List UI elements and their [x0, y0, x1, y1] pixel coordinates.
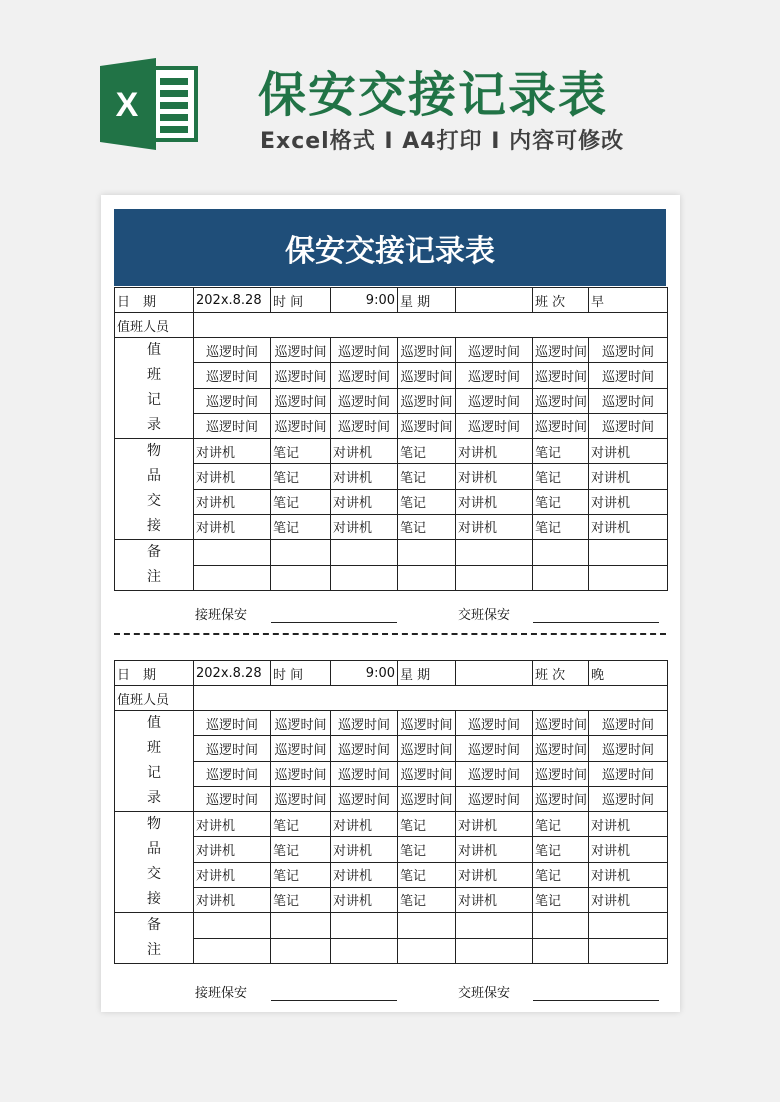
patrol-time-cell[interactable]: 巡逻时间	[456, 413, 533, 438]
patrol-row	[115, 736, 668, 761]
remarks_label-label: 备 注	[115, 540, 194, 591]
shift-value[interactable]: 晚	[589, 661, 668, 686]
staff-value[interactable]	[194, 313, 668, 338]
remark-cell[interactable]	[398, 938, 456, 964]
item-cell[interactable]: 对讲机	[589, 489, 668, 514]
patrol-time-cell[interactable]: 巡逻时间	[194, 338, 271, 363]
item-cell[interactable]: 对讲机	[456, 439, 533, 464]
item-cell[interactable]: 对讲机	[456, 837, 533, 862]
item-cell[interactable]: 笔记	[271, 887, 331, 912]
item-cell[interactable]: 对讲机	[194, 489, 271, 514]
staff-label[interactable]: 值班人员	[115, 686, 194, 711]
item-cell[interactable]: 对讲机	[589, 862, 668, 887]
patrol-time-cell[interactable]: 巡逻时间	[271, 388, 331, 413]
remark-cell[interactable]	[271, 938, 331, 964]
patrol-time-cell[interactable]: 巡逻时间	[589, 736, 668, 761]
patrol-time-cell[interactable]: 巡逻时间	[194, 786, 271, 811]
patrol-row	[115, 388, 668, 413]
patrol-time-cell[interactable]: 巡逻时间	[456, 736, 533, 761]
patrol-time-cell[interactable]: 巡逻时间	[398, 388, 456, 413]
item-cell[interactable]: 笔记	[533, 812, 589, 837]
patrol-time-cell[interactable]: 巡逻时间	[589, 761, 668, 786]
items_label-label: 物 品 交 接	[115, 812, 194, 913]
item-cell[interactable]: 对讲机	[194, 439, 271, 464]
patrol-time-cell[interactable]: 巡逻时间	[271, 363, 331, 388]
item-cell[interactable]: 对讲机	[456, 887, 533, 912]
remarks-row	[115, 565, 668, 591]
patrol-time-cell[interactable]: 巡逻时间	[589, 413, 668, 438]
item-cell[interactable]: 对讲机	[331, 887, 398, 912]
item-cell[interactable]: 对讲机	[331, 812, 398, 837]
weekday-label[interactable]: 星 期	[398, 288, 456, 313]
handover-table	[114, 287, 668, 591]
item-cell[interactable]: 对讲机	[194, 464, 271, 489]
remark-cell[interactable]	[331, 938, 398, 964]
patrol-time-cell[interactable]: 巡逻时间	[194, 711, 271, 736]
patrol-time-cell[interactable]: 巡逻时间	[331, 711, 398, 736]
patrol-time-cell[interactable]: 巡逻时间	[589, 786, 668, 811]
remark-cell[interactable]	[194, 540, 271, 566]
patrol-time-cell[interactable]: 巡逻时间	[398, 761, 456, 786]
items-row	[115, 887, 668, 912]
item-cell[interactable]: 对讲机	[194, 514, 271, 539]
patrol-time-cell[interactable]: 巡逻时间	[456, 711, 533, 736]
remark-cell[interactable]	[331, 540, 398, 566]
item-cell[interactable]: 笔记	[271, 514, 331, 539]
item-cell[interactable]: 对讲机	[589, 812, 668, 837]
item-cell[interactable]: 对讲机	[331, 514, 398, 539]
remark-cell[interactable]	[271, 540, 331, 566]
patrol-time-cell[interactable]: 巡逻时间	[456, 761, 533, 786]
remark-cell[interactable]	[194, 938, 271, 964]
patrol-time-cell[interactable]: 巡逻时间	[194, 363, 271, 388]
cut-line-divider	[114, 633, 666, 635]
remark-cell[interactable]	[589, 540, 668, 566]
remarks_label-label: 备 注	[115, 913, 194, 964]
excel-logo-icon	[100, 58, 198, 150]
item-cell[interactable]: 笔记	[533, 862, 589, 887]
patrol-time-cell[interactable]: 巡逻时间	[398, 736, 456, 761]
item-cell[interactable]: 笔记	[533, 439, 589, 464]
patrol-time-cell[interactable]: 巡逻时间	[271, 786, 331, 811]
item-cell[interactable]: 对讲机	[194, 862, 271, 887]
item-cell[interactable]: 对讲机	[331, 439, 398, 464]
patrol-time-cell[interactable]: 巡逻时间	[533, 388, 589, 413]
time-label[interactable]: 时 间	[271, 661, 331, 686]
handover-guard-signature-field[interactable]	[533, 608, 659, 623]
receive-guard-signature-field[interactable]	[271, 608, 397, 623]
date-label[interactable]: 日 期	[115, 288, 194, 313]
staff-row	[115, 686, 668, 711]
receive-guard-label: 接班保安	[195, 608, 248, 623]
item-cell[interactable]: 笔记	[398, 439, 456, 464]
patrol-row	[115, 413, 668, 438]
item-cell[interactable]: 笔记	[533, 464, 589, 489]
patrol-time-cell[interactable]: 巡逻时间	[533, 736, 589, 761]
date-value[interactable]: 202x.8.28	[194, 661, 271, 686]
remarks-row	[115, 938, 668, 964]
remarks-row	[115, 913, 668, 939]
remark-cell[interactable]	[456, 938, 533, 964]
items-row	[115, 439, 668, 464]
item-cell[interactable]: 对讲机	[589, 464, 668, 489]
item-cell[interactable]: 对讲机	[589, 837, 668, 862]
info-row	[115, 661, 668, 686]
patrol-time-cell[interactable]: 巡逻时间	[589, 338, 668, 363]
items_label-label: 物 品 交 接	[115, 439, 194, 540]
item-cell[interactable]: 对讲机	[589, 439, 668, 464]
item-cell[interactable]: 对讲机	[456, 812, 533, 837]
patrol-time-cell[interactable]: 巡逻时间	[456, 786, 533, 811]
patrol-time-cell[interactable]: 巡逻时间	[271, 711, 331, 736]
patrol-row	[115, 786, 668, 811]
patrol-time-cell[interactable]: 巡逻时间	[589, 388, 668, 413]
item-cell[interactable]: 笔记	[271, 862, 331, 887]
patrol-time-cell[interactable]: 巡逻时间	[271, 338, 331, 363]
item-cell[interactable]: 笔记	[271, 812, 331, 837]
patrol-time-cell[interactable]: 巡逻时间	[398, 363, 456, 388]
patrol-time-cell[interactable]: 巡逻时间	[456, 338, 533, 363]
patrol-time-cell[interactable]: 巡逻时间	[533, 413, 589, 438]
staff-row	[115, 313, 668, 338]
item-cell[interactable]: 笔记	[533, 837, 589, 862]
remark-cell[interactable]	[533, 565, 589, 591]
remark-cell[interactable]	[589, 938, 668, 964]
patrol-time-cell[interactable]: 巡逻时间	[398, 711, 456, 736]
patrol-time-cell[interactable]: 巡逻时间	[456, 363, 533, 388]
weekday-label[interactable]: 星 期	[398, 661, 456, 686]
patrol-row	[115, 761, 668, 786]
shift-label[interactable]: 班 次	[533, 288, 589, 313]
item-cell[interactable]: 笔记	[398, 489, 456, 514]
item-cell[interactable]: 对讲机	[589, 514, 668, 539]
item-cell[interactable]: 笔记	[533, 887, 589, 912]
patrol-time-cell[interactable]: 巡逻时间	[271, 413, 331, 438]
svg-text:X: X	[115, 86, 139, 124]
remark-cell[interactable]	[331, 565, 398, 591]
items-row	[115, 862, 668, 887]
item-cell[interactable]: 对讲机	[331, 489, 398, 514]
patrol-time-cell[interactable]: 巡逻时间	[271, 761, 331, 786]
remark-cell[interactable]	[398, 540, 456, 566]
patrol-time-cell[interactable]: 巡逻时间	[331, 736, 398, 761]
handover-guard-label: 交班保安	[458, 986, 511, 1001]
remark-cell[interactable]	[194, 565, 271, 591]
time-value[interactable]: 9:00	[331, 661, 398, 686]
remark-cell[interactable]	[331, 913, 398, 939]
time-value[interactable]: 9:00	[331, 288, 398, 313]
item-cell[interactable]: 对讲机	[331, 837, 398, 862]
item-cell[interactable]: 笔记	[398, 887, 456, 912]
item-cell[interactable]: 笔记	[271, 489, 331, 514]
patrol-time-cell[interactable]: 巡逻时间	[194, 413, 271, 438]
item-cell[interactable]: 对讲机	[456, 514, 533, 539]
item-cell[interactable]: 对讲机	[331, 862, 398, 887]
remark-cell[interactable]	[271, 913, 331, 939]
item-cell[interactable]: 对讲机	[456, 464, 533, 489]
patrol-row	[115, 338, 668, 363]
weekday-value[interactable]	[456, 288, 533, 313]
remark-cell[interactable]	[533, 938, 589, 964]
shift-value[interactable]: 早	[589, 288, 668, 313]
shift-label[interactable]: 班 次	[533, 661, 589, 686]
patrol-time-cell[interactable]: 巡逻时间	[533, 363, 589, 388]
patrol-time-cell[interactable]: 巡逻时间	[194, 388, 271, 413]
form-banner-title: 保安交接记录表	[114, 209, 666, 286]
info-row	[115, 288, 668, 313]
duty_label-label: 值 班 记 录	[115, 338, 194, 439]
item-cell[interactable]: 对讲机	[194, 837, 271, 862]
patrol-time-cell[interactable]: 巡逻时间	[331, 363, 398, 388]
receive-guard-label: 接班保安	[195, 986, 248, 1001]
patrol-time-cell[interactable]: 巡逻时间	[533, 711, 589, 736]
handover-guard-signature-field[interactable]	[533, 986, 659, 1001]
item-cell[interactable]: 笔记	[533, 489, 589, 514]
patrol-time-cell[interactable]: 巡逻时间	[331, 413, 398, 438]
items-row	[115, 514, 668, 539]
items-row	[115, 812, 668, 837]
handover-table	[114, 660, 668, 964]
items-row	[115, 464, 668, 489]
remark-cell[interactable]	[589, 913, 668, 939]
weekday-value[interactable]	[456, 661, 533, 686]
patrol-time-cell[interactable]: 巡逻时间	[331, 761, 398, 786]
patrol-time-cell[interactable]: 巡逻时间	[589, 711, 668, 736]
remark-cell[interactable]	[589, 565, 668, 591]
time-label[interactable]: 时 间	[271, 288, 331, 313]
patrol-time-cell[interactable]: 巡逻时间	[533, 786, 589, 811]
patrol-time-cell[interactable]: 巡逻时间	[533, 338, 589, 363]
patrol-row	[115, 363, 668, 388]
patrol-time-cell[interactable]: 巡逻时间	[271, 736, 331, 761]
staff-value[interactable]	[194, 686, 668, 711]
item-cell[interactable]: 笔记	[271, 439, 331, 464]
patrol-time-cell[interactable]: 巡逻时间	[456, 388, 533, 413]
item-cell[interactable]: 笔记	[271, 464, 331, 489]
item-cell[interactable]: 笔记	[398, 464, 456, 489]
staff-label[interactable]: 值班人员	[115, 313, 194, 338]
remark-cell[interactable]	[398, 565, 456, 591]
patrol-time-cell[interactable]: 巡逻时间	[589, 363, 668, 388]
item-cell[interactable]: 对讲机	[331, 464, 398, 489]
patrol-time-cell[interactable]: 巡逻时间	[194, 736, 271, 761]
remark-cell[interactable]	[398, 913, 456, 939]
remark-cell[interactable]	[456, 565, 533, 591]
item-cell[interactable]: 笔记	[398, 812, 456, 837]
item-cell[interactable]: 笔记	[271, 837, 331, 862]
patrol-time-cell[interactable]: 巡逻时间	[194, 761, 271, 786]
patrol-time-cell[interactable]: 巡逻时间	[398, 786, 456, 811]
duty_label-label: 值 班 记 录	[115, 711, 194, 812]
item-cell[interactable]: 笔记	[398, 862, 456, 887]
patrol-time-cell[interactable]: 巡逻时间	[331, 388, 398, 413]
remark-cell[interactable]	[533, 540, 589, 566]
item-cell[interactable]: 笔记	[398, 837, 456, 862]
item-cell[interactable]: 对讲机	[456, 489, 533, 514]
remark-cell[interactable]	[456, 913, 533, 939]
remarks-row	[115, 540, 668, 566]
page-subtitle: Excel格式 I A4打印 I 内容可修改	[260, 129, 625, 154]
handover-guard-label: 交班保安	[458, 608, 511, 623]
items-row	[115, 489, 668, 514]
receive-guard-signature-field[interactable]	[271, 986, 397, 1001]
item-cell[interactable]: 笔记	[398, 514, 456, 539]
item-cell[interactable]: 对讲机	[194, 812, 271, 837]
page-title: 保安交接记录表	[258, 67, 609, 123]
patrol-row	[115, 711, 668, 736]
remark-cell[interactable]	[271, 565, 331, 591]
date-label[interactable]: 日 期	[115, 661, 194, 686]
remark-cell[interactable]	[533, 913, 589, 939]
items-row	[115, 837, 668, 862]
patrol-time-cell[interactable]: 巡逻时间	[398, 413, 456, 438]
patrol-time-cell[interactable]: 巡逻时间	[398, 338, 456, 363]
item-cell[interactable]: 对讲机	[194, 887, 271, 912]
item-cell[interactable]: 笔记	[533, 514, 589, 539]
patrol-time-cell[interactable]: 巡逻时间	[331, 786, 398, 811]
patrol-time-cell[interactable]: 巡逻时间	[331, 338, 398, 363]
item-cell[interactable]: 对讲机	[456, 862, 533, 887]
remark-cell[interactable]	[194, 913, 271, 939]
date-value[interactable]: 202x.8.28	[194, 288, 271, 313]
remark-cell[interactable]	[456, 540, 533, 566]
patrol-time-cell[interactable]: 巡逻时间	[533, 761, 589, 786]
item-cell[interactable]: 对讲机	[589, 887, 668, 912]
